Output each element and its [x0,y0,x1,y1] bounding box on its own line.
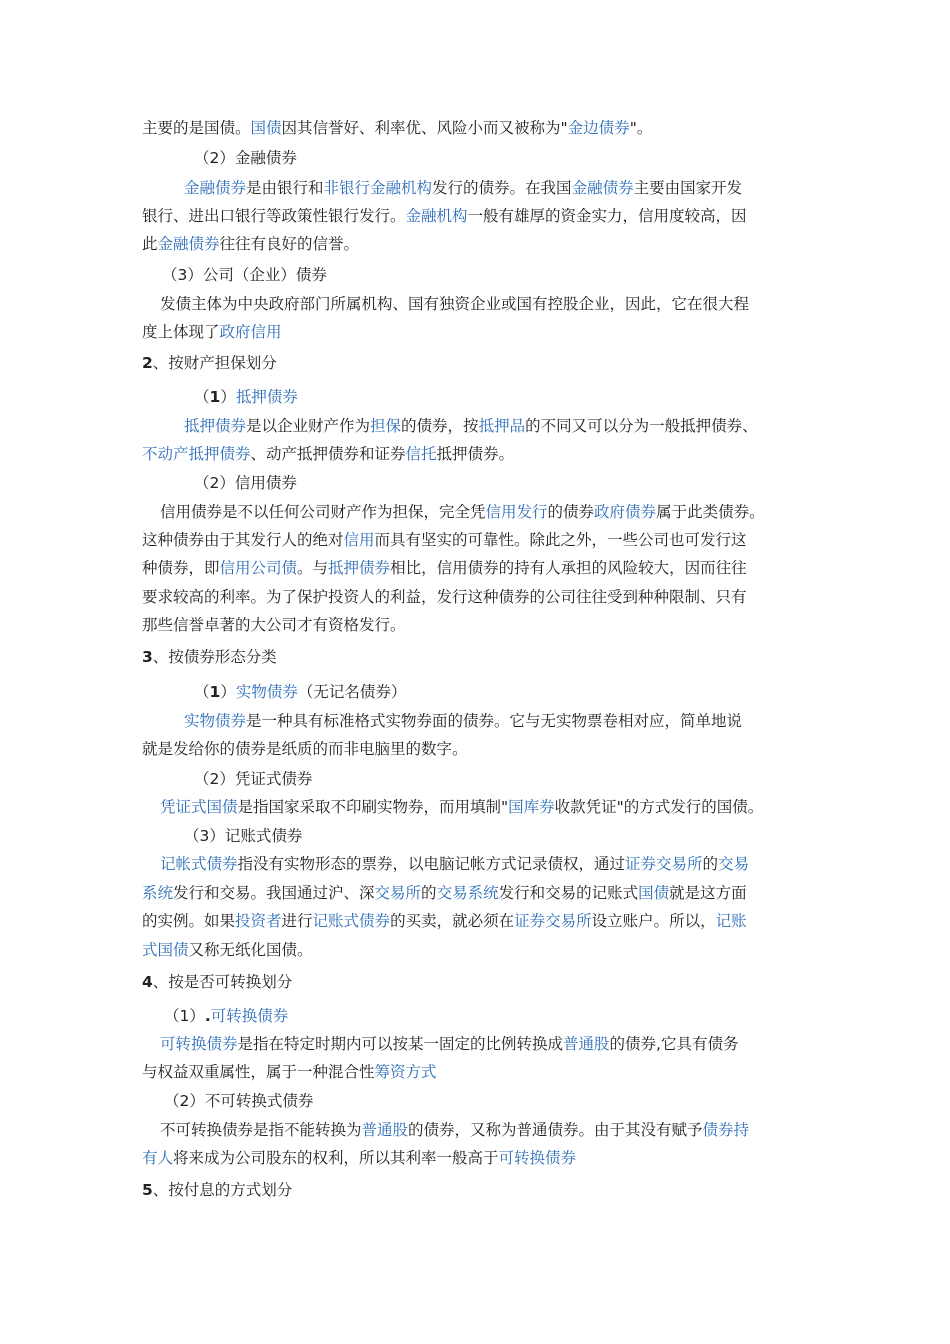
text-span: 收款凭证"的方式发行的国债。 [554,798,764,816]
text-line [160,1033,738,1055]
term-link[interactable]: 抵押债券 [328,559,391,577]
term-link[interactable]: 金融机构 [405,207,468,225]
text-span: 因其信誉好、利率优、风险小而又被称为" [281,119,568,137]
section-number: 1 [209,388,221,406]
text-span: 发行和交易的记账式 [498,884,639,902]
text-span: 种债券，即 [142,559,220,577]
term-link[interactable]: 抵押债券 [184,417,247,435]
term-link[interactable]: 信托 [405,445,437,463]
section-heading [142,971,292,993]
term-link[interactable]: 政府信用 [219,323,282,341]
text-span: 就是发给你的债券是纸质的而非电脑里的数字。 [142,740,468,758]
text-span: （3）公司（企业）债券 [162,266,327,284]
text-span: 那些信誉卓著的大公司才有资格发行。 [142,616,406,634]
section-number: 4 [142,973,153,991]
text-line [142,614,406,636]
section-number: 3 [142,648,153,666]
text-span: 主要由国家开发 [633,179,743,197]
text-span: ） [220,388,236,406]
text-span: （2）信用债券 [194,474,297,492]
term-link[interactable]: 交易系统 [436,884,499,902]
text-span: 属于此类债券。 [656,503,765,521]
text-line [142,321,282,343]
term-link[interactable]: 金融债券 [184,179,247,197]
text-span: 就是这方面 [669,884,747,902]
text-span: 一般有雄厚的资金实力，信用度较高，因 [467,207,747,225]
text-span: 指没有实物形态的票券，以电脑记帐方式记录债权，通过 [237,855,626,873]
term-link[interactable]: 信用公司债 [219,559,298,577]
text-span: 发行和交易。我国通过沪、深 [173,884,375,902]
term-link[interactable]: 政府债券 [594,503,657,521]
text-span: 将来成为公司股东的权利，所以其利率一般高于 [173,1149,499,1167]
text-span: （ [194,388,210,406]
text-span: （无记名债券） [297,683,407,701]
term-link[interactable]: 金融债券 [571,179,634,197]
term-link[interactable]: 国债 [638,884,670,902]
term-link[interactable]: 普通股 [361,1121,409,1139]
text-line [160,293,749,315]
term-link[interactable]: 非银行金融机构 [323,179,433,197]
text-span: 的 [421,884,437,902]
term-link[interactable]: 债券持 [702,1121,750,1139]
text-line [142,939,313,961]
text-line [164,1090,313,1112]
text-span: 往往有良好的信誉。 [219,235,360,253]
term-link[interactable]: 式国债 [142,941,189,959]
term-link[interactable]: 投资者 [235,912,282,930]
term-link[interactable]: 有人 [142,1149,174,1167]
term-link[interactable]: 记账式债券 [312,912,391,930]
text-line [184,177,742,199]
text-span: 设立账户。所以， [591,912,716,930]
term-link[interactable]: 金融债券 [157,235,220,253]
term-link[interactable]: 可转换债券 [160,1035,238,1053]
section-number: 5 [142,1181,153,1199]
term-link[interactable]: 系统 [142,884,174,902]
text-line [142,910,747,932]
text-line [194,681,406,703]
term-link[interactable]: 证券交易所 [514,912,592,930]
section-heading [142,646,277,668]
text-line [142,882,747,904]
term-link[interactable]: 金边债券 [567,119,630,137]
text-span: （ [194,683,210,701]
text-span: 银行、进出口银行等政策性银行发行。 [142,207,406,225]
term-link[interactable]: 可转换债券 [498,1149,577,1167]
term-link[interactable]: 实物债券 [184,712,247,730]
term-link[interactable]: 担保 [370,417,402,435]
text-span: 的实例。如果 [142,912,236,930]
text-span: 这种债券由于其发行人的绝对 [142,531,344,549]
text-span: （2）不可转换式债券 [164,1092,314,1110]
text-span: 要求较高的利率。为了保护投资人的利益，发行这种债券的公司往往受到种种限制、只有 [142,588,747,606]
text-span: 又称无纸化国债。 [188,941,313,959]
text-line [194,472,297,494]
text-span: （2）金融债券 [194,149,297,167]
text-span: 的不同又可以分为一般抵押债券、 [525,417,758,435]
term-link[interactable]: 证券交易所 [625,855,703,873]
text-span: 信用债券是不以任何公司财产作为担保，完全凭 [160,503,486,521]
text-line [142,1061,437,1083]
section-heading [142,1179,292,1201]
term-link[interactable]: 国库券 [508,798,555,816]
text-span: 的债券 [547,503,595,521]
text-span: 、按财产担保划分 [152,354,277,372]
text-span: "。 [629,119,653,137]
section-number: 2 [142,354,153,372]
term-link[interactable]: 实物债券 [235,683,298,701]
term-link[interactable]: 抵押品 [478,417,526,435]
text-line [142,233,359,255]
text-span: 是由银行和 [246,179,324,197]
text-line [184,825,302,847]
text-line [194,768,312,790]
text-line [194,147,297,169]
text-line [142,529,747,551]
text-span: 而具有坚实的可靠性。除此之外，一些公司也可发行这 [374,531,747,549]
text-span: 不可转换债券是指不能转换为 [160,1121,362,1139]
text-line [142,117,652,139]
text-span: 此 [142,235,158,253]
text-span: 的债券，又称为普通债券。由于其没有赋予 [408,1121,703,1139]
text-line [160,501,765,523]
section-number: 1 [209,683,221,701]
term-link[interactable]: 抵押债券 [235,388,298,406]
text-span: ） [220,683,236,701]
text-span: 主要的是国债。 [142,119,251,137]
text-line [184,710,742,732]
text-span: 抵押债券。 [436,445,515,463]
text-span: 是指在特定时期内可以按某一固定的比例转换成 [237,1035,564,1053]
term-link[interactable]: 信用发行 [485,503,548,521]
text-span: 的买卖，就必须在 [390,912,515,930]
text-span: 发债主体为中央政府部门所属机构、国有独资企业或国有控股企业，因此，它在很大程 [160,295,750,313]
term-link[interactable]: 凭证式国债 [160,798,238,816]
term-link[interactable]: 信用 [343,531,375,549]
text-span: （2）凭证式债券 [194,770,313,788]
text-line [142,443,514,465]
text-line [142,586,747,608]
text-span: 的债券,它具有债务 [609,1035,739,1053]
text-span: 是一种具有标准格式实物券面的债券。它与无实物票卷相对应，简单地说 [246,712,743,730]
text-span: 进行 [281,912,313,930]
text-span: 是指国家采取不印刷实物券，而用填制" [237,798,509,816]
term-link[interactable]: 筹资方式 [374,1063,437,1081]
text-span: 、按是否可转换划分 [152,973,293,991]
section-number: . [204,1007,211,1025]
text-line [160,1119,749,1141]
term-link[interactable]: 国债 [250,119,282,137]
text-line [160,853,749,875]
text-line [160,796,763,818]
text-span: 的 [702,855,719,873]
text-span: 是以企业财产作为 [246,417,371,435]
term-link[interactable]: 可转换债券 [210,1007,289,1025]
text-span: 相比，信用债券的持有人承担的风险较大，因而往往 [390,559,747,577]
text-span: 发行的债券。在我国 [432,179,572,197]
term-link[interactable]: 不动产抵押债券 [142,445,251,463]
term-link[interactable]: 交易 [718,855,750,873]
text-line [142,557,747,579]
text-line [194,386,298,408]
text-span: 与权益双重属性，属于一种混合性 [142,1063,375,1081]
text-span: 、动产抵押债券和证券 [250,445,406,463]
term-link[interactable]: 普通股 [563,1035,610,1053]
text-span: 、按债券形态分类 [152,648,277,666]
term-link[interactable]: 记帐式债券 [160,855,238,873]
text-line [164,1005,288,1027]
text-span: 度上体现了 [142,323,220,341]
text-line [184,415,758,437]
term-link[interactable]: 记账 [715,912,747,930]
text-span: （1） [164,1007,205,1025]
text-line [162,264,327,286]
term-link[interactable]: 交易所 [374,884,422,902]
text-span: 、按付息的方式划分 [152,1181,293,1199]
text-span: （3）记账式债券 [184,827,303,845]
text-span: 的债券，按 [401,417,479,435]
text-line [142,1147,576,1169]
text-span: 。与 [297,559,329,577]
section-heading [142,352,277,374]
text-line [142,738,468,760]
text-line [142,205,747,227]
